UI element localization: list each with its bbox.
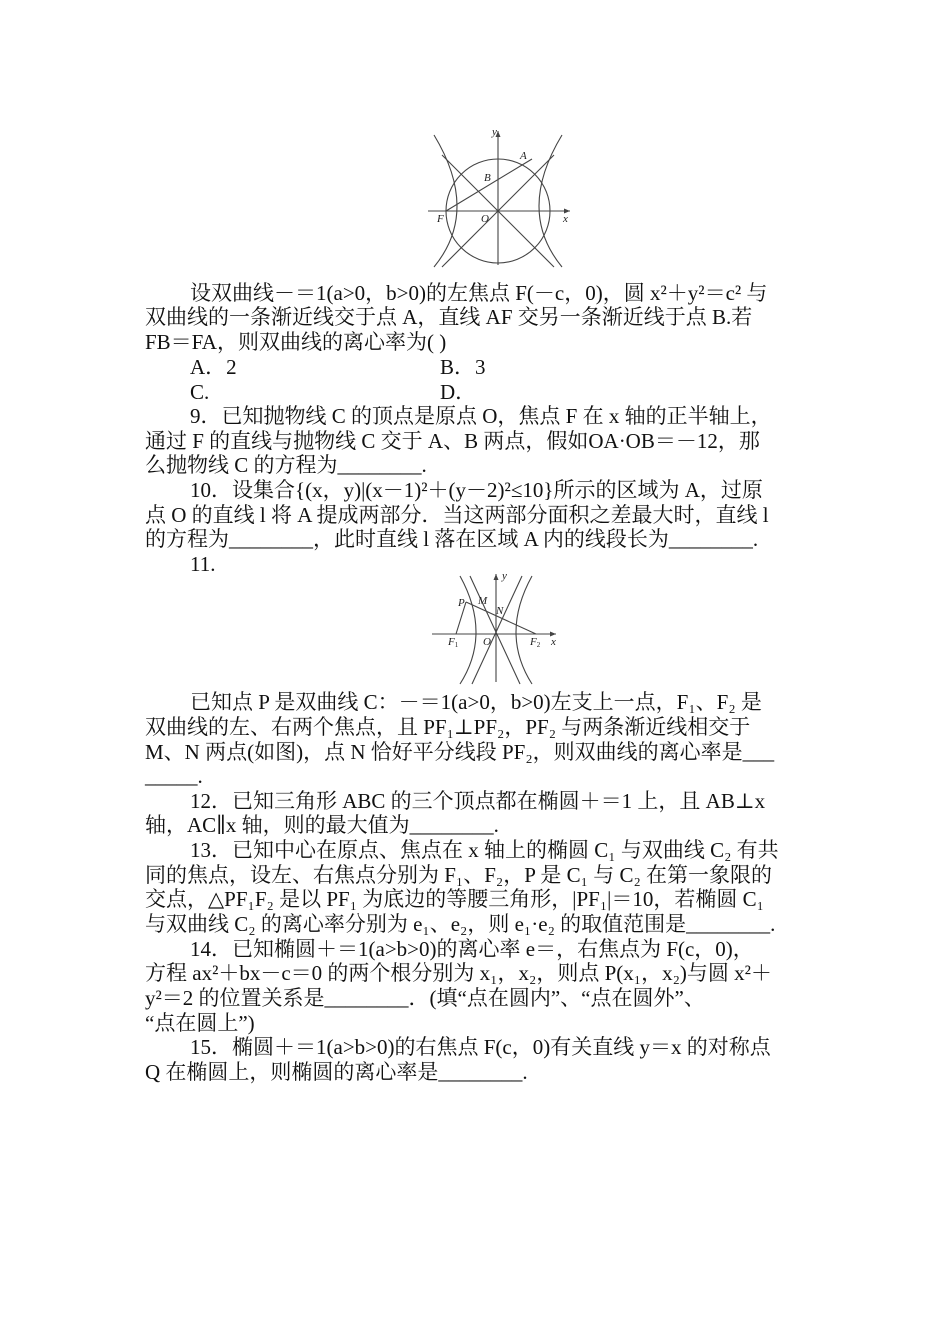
text-line: “点在圆上”)	[145, 1011, 255, 1035]
text-line: Q 在椭圆上，则椭圆的离心率是________.	[145, 1060, 528, 1084]
label-O: O	[483, 636, 491, 648]
text-line: 设双曲线－＝1(a>0，b>0)的左焦点 F(－c，0)，圆 x²＋y²＝c² 与	[190, 281, 768, 305]
hyperbola-right-branch	[539, 135, 562, 267]
asymptote-2	[472, 576, 522, 684]
label-N: N	[496, 605, 504, 617]
label-P: P	[458, 597, 465, 609]
text-line: 15．椭圆＋＝1(a>b>0)的右焦点 F(c，0)有关直线 y＝x 的对称点	[190, 1035, 771, 1059]
text-line: 通过 F 的直线与抛物线 C 交于 A、B 两点，假如OA·OB＝－12，那	[145, 429, 760, 453]
text-line: _____.	[145, 764, 203, 788]
label-O: O	[481, 213, 489, 225]
text-line: 么抛物线 C 的方程为________.	[145, 453, 427, 477]
text-line: y²＝2 的位置关系是________．(填“点在圆内”、“点在圆外”、	[145, 986, 705, 1010]
hyperbola-left-branch	[460, 576, 476, 684]
text-line: 双曲线的左、右两个焦点，且 PF₁⊥PF₂，PF₂ 与两条渐近线相交于	[145, 715, 751, 739]
option-b: B．3	[440, 355, 486, 379]
y-axis-arrow	[494, 574, 499, 580]
text-line: 14．已知椭圆＋＝1(a>b>0)的离心率 e＝，右焦点为 F(c，0)，	[190, 937, 754, 961]
text-line: 11.	[190, 552, 216, 576]
label-B: B	[484, 172, 491, 184]
label-F: F	[437, 213, 444, 225]
text-line: 双曲线的一条渐近线交于点 A，直线 AF 交另一条渐近线于点 B.若	[145, 305, 753, 329]
text-line: M、N 两点(如图)，点 N 恰好平分线段 PF₂，则双曲线的离心率是___	[145, 740, 775, 764]
label-y: y	[502, 570, 507, 582]
option-c: C.	[190, 380, 210, 404]
text-line: 轴，AC∥x 轴，则的最大值为________.	[145, 813, 499, 837]
text-line: 与双曲线 C₂ 的离心率分别为 e₁、e₂，则 e₁·e₂ 的取值范围是________.	[145, 912, 776, 936]
text-line: 点 O 的直线 l 将 A 提成两部分．当这两部分面积之差最大时，直线 l	[145, 503, 769, 527]
text-line: 方程 ax²＋bx－c＝0 的两个根分别为 x₁，x₂，则点 P(x₁，x₂)与圆 x²＋	[145, 961, 772, 985]
label-y: y	[492, 126, 497, 138]
text-line: 交点，△PF₁F₂ 是以 PF₁ 为底边的等腰三角形，|PF₁|＝10，若椭圆 C₁	[145, 887, 764, 911]
label-x: x	[563, 213, 568, 225]
text-line: FB＝FA，则双曲线的离心率为( )	[145, 330, 447, 354]
figure-hyperbola-pmn	[430, 568, 570, 688]
text-line: 9．已知抛物线 C 的顶点是原点 O，焦点 F 在 x 轴的正半轴上，	[190, 404, 772, 428]
text-line: 的方程为________，此时直线 l 落在区域 A 内的线段长为________.	[145, 527, 759, 551]
label-F2: F2	[530, 636, 541, 649]
label-A: A	[520, 150, 527, 162]
option-a: A．2	[190, 355, 237, 379]
text-line: 同的焦点，设左、右焦点分别为 F₁、F₂，P 是 C₁ 与 C₂ 在第一象限的	[145, 863, 773, 887]
text-line: 12．已知三角形 ABC 的三个顶点都在椭圆＋＝1 上，且 AB⊥x	[190, 789, 766, 813]
label-M: M	[478, 595, 488, 607]
figure-hyperbola-circle	[420, 125, 580, 270]
hyperbola-right-branch	[516, 576, 532, 684]
line-AF	[446, 159, 532, 211]
label-F1: F1	[448, 636, 459, 649]
text-line: 10．设集合{(x，y)|(x－1)²＋(y－2)²≤10}所示的区域为 A，过原	[190, 478, 763, 502]
text-line: 已知点 P 是双曲线 C：－＝1(a>0，b>0)左支上一点，F₁、F₂ 是	[190, 690, 762, 714]
hyperbola-left-branch	[434, 135, 457, 267]
text-line: 13．已知中心在原点、焦点在 x 轴上的椭圆 C₁ 与双曲线 C₂ 有共	[190, 838, 779, 862]
label-x: x	[551, 636, 556, 648]
asymptote-1	[470, 576, 520, 684]
option-d: D．	[440, 380, 477, 404]
